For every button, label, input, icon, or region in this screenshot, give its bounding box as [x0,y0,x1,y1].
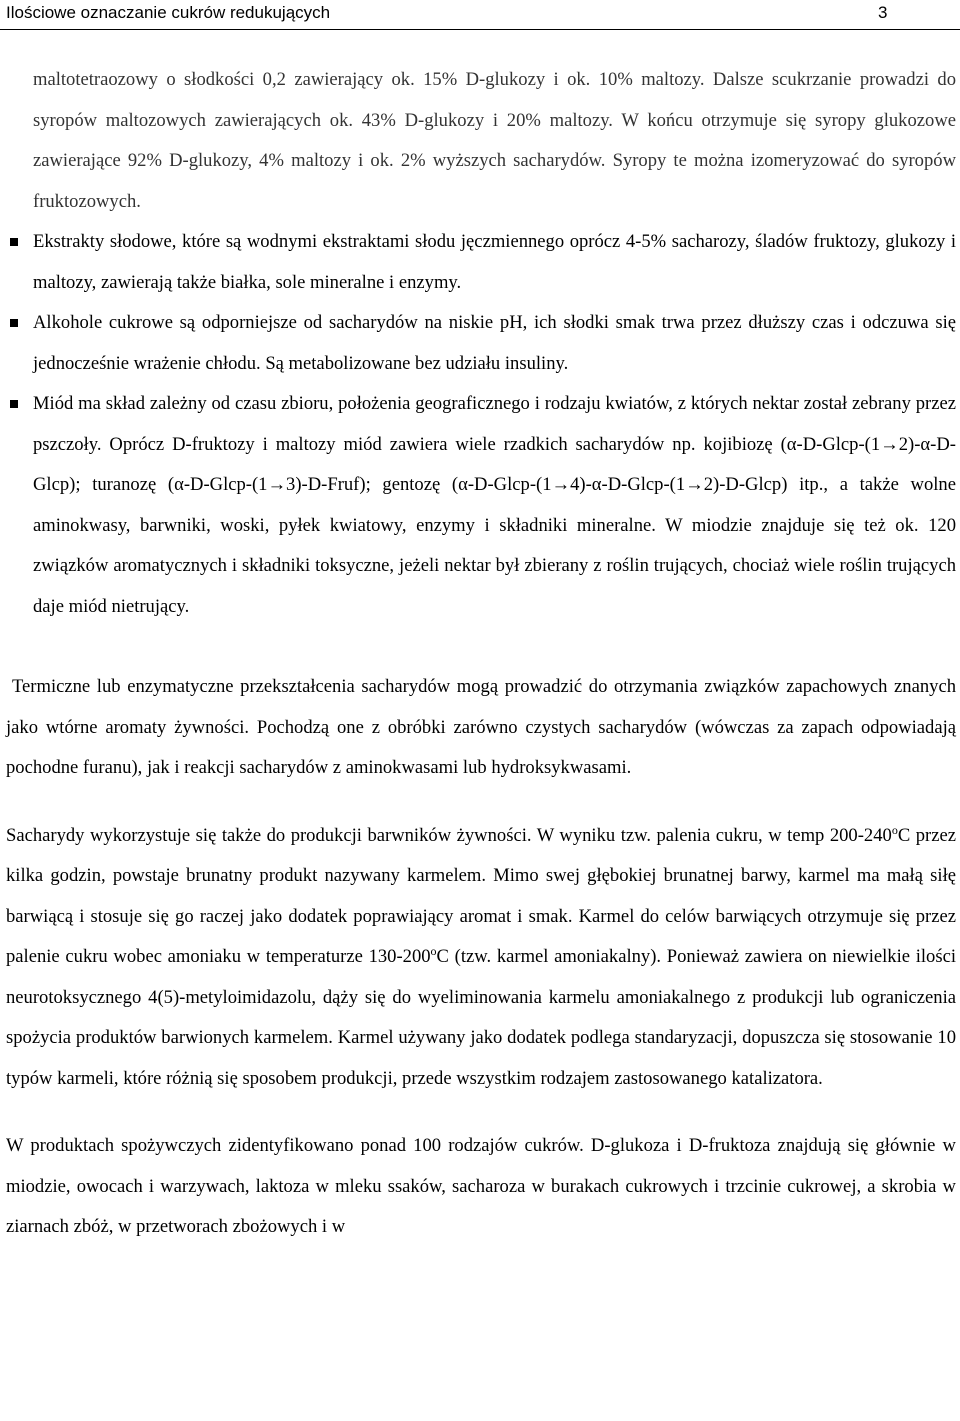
bullet-text: Ekstrakty słodowe, które są wodnymi ekstraktami słodu jęczmiennego oprócz 4-5% sacharozy, śladów fruktozy, glukozy i maltozy, zawierają także białka, sole mineralne i enzymy. [33,231,956,293]
page-number: 3 [878,3,888,22]
running-title: Ilościowe oznaczanie cukrów redukujących [6,3,331,22]
page-body [6,60,956,1248]
continuation-text-a: maltotetraozowy o słodkości 0,2 zawierający ok. 15% D-glukozy i ok. 10% maltozy. Dalsze scukrzanie prowadzi do syropów maltozowych zawierających ok. 43% D-glukozy i 20% maltozy. W końcu otrzymuje się syropy glukozowe zawierające 92% D-glukozy, 4% maltozy i ok. 2% wyższych sacharydów. [33,69,956,171]
spacer [6,1099,956,1126]
spacer [6,789,956,816]
square-bullet-icon [10,400,18,408]
page-header [0,0,960,30]
paragraph-caramel: Sacharydy wykorzystuje się także do produkcji barwników żywności. W wyniku tzw. palenia cukru, w temp 200-240$^o$C przez kilka godzin, powstaje brunatny produkt nazywany karmelem. Mimo swej głębokiej brunatnej barwy, karmel ma małą siłę barwiącą i stosuje się go raczej jako dodatek poprawiający aromat i smak. Karmel do celów barwiących otrzymuje się przez palenie cukru wobec amoniaku w temperaturze 130-200$^o$C (tzw. karmel amoniakalny). Ponieważ zawiera on niewielkie ilości neurotoksycznego 4(5)-metyloimidazolu, dąży się do wyeliminowania karmelu amoniakalnego z produkcji lub ograniczenia spożycia produktów barwionych karmelem. Karmel używany jako dodatek podlega standaryzacji, dopuszcza się stosowanie 10 typów karmeli, które różnią się sposobem produkcji, przede wszystkim rodzajem zastosowanego katalizatora. [6,822,956,1089]
spacer [6,627,956,667]
square-bullet-icon [10,319,18,327]
bullet-item [6,303,956,384]
bullet-item [6,222,956,303]
bullet-item [6,384,956,627]
square-bullet-icon [10,238,18,246]
degree-sign: o [891,822,898,837]
continuation-paragraph [33,60,956,222]
bullet-text: Miód ma skład zależny od czasu zbioru, położenia geograficznego i rodzaju kwiatów, z których nektar został zebrany przez pszczoły. Oprócz D-fruktozy i maltozy miód zawiera wiele rzadkich sacharydów np. kojibiozę (α-D-Glcp-(1→2)-α-D-Glcp); turanozę (α-D-Glcp-(1→3)-D-Fruf); gentozę (α-D-Glcp-(1→4)-α-D-Glcp-(1→2)-D-Glcp) itp., a także wolne aminokwasy, barwniki, woski, pyłek kwiatowy, enzymy i składniki mineralne. W miodzie znajduje się też ok. 120 związków aromatycznych i składniki toksyczne, jeżeli nektar był zbierany z roślin trujących, chociaż wiele roślin trujących daje miód nietrujący. [33,393,956,617]
degree-sign: o [430,943,437,958]
paragraph-sugars-in-food: W produktach spożywczych zidentyfikowano ponad 100 rodzajów cukrów. D-glukoza i D-fruktoza znajdują się głównie w miodzie, owocach i warzywach, laktoza w mleku ssaków, sacharoza w burakach cukrowych i trzcinie cukrowej, a skrobia w ziarnach zbóż, w przetworach zbożowych i w [6,1135,956,1237]
continuation-text-b: Syropy te można izomeryzować do syropów fruktozowych. [33,150,957,212]
bullet-text: Alkohole cukrowe są odporniejsze od sacharydów na niskie pH, ich słodki smak trwa przez dłuższy czas i odczuwa się jednocześnie wrażenie chłodu. Są metabolizowane bez udziału insuliny. [33,312,956,374]
paragraph-aromas: Termiczne lub enzymatyczne przekształcenia sacharydów mogą prowadzić do otrzymania związków zapachowych znanych jako wtórne aromaty żywności. Pochodzą one z obróbki zarówno czystych sacharydów (wówczas za zapach odpowiadają pochodne furanu), jak i reakcji sacharydów z aminokwasami lub hydroksykwasami. [6,676,956,778]
